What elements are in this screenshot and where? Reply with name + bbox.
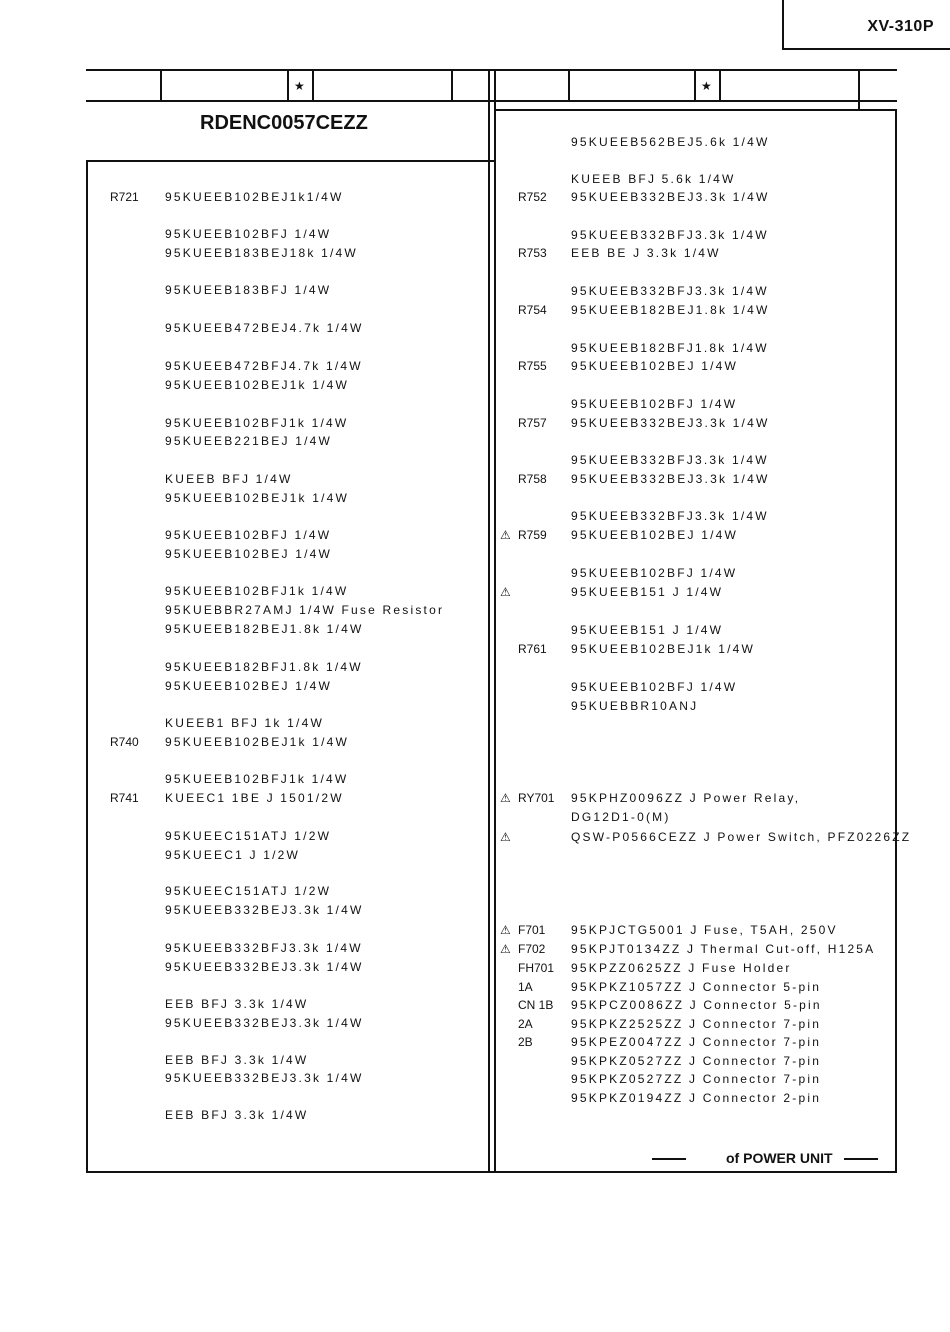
part-row: KUEEB BFJ 5.6k 1/4W: [571, 172, 736, 186]
warning-icon: ⚠: [500, 585, 511, 599]
part-row: 95KUEEB102BEJ1k1/4W: [165, 190, 344, 204]
part-ref: 2B: [518, 1035, 533, 1049]
table-header-line: [86, 100, 897, 102]
part-row: KUEEB BFJ 1/4W: [165, 472, 293, 486]
part-row: 95KPJT0134ZZ J Thermal Cut-off, H125A: [571, 942, 876, 956]
part-row: 95KUEBBR10ANJ: [571, 699, 699, 713]
part-ref: F701: [518, 923, 546, 937]
part-row: EEB BFJ 3.3k 1/4W: [165, 1108, 309, 1122]
part-row: 95KPHZ0096ZZ J Power Relay,: [571, 791, 801, 805]
part-row: 95KUEEB332BEJ3.3k 1/4W: [165, 1016, 364, 1030]
part-ref: R741: [110, 791, 139, 805]
footer-dash-right: [844, 1158, 878, 1160]
part-row: 95KUEEB562BEJ5.6k 1/4W: [571, 135, 770, 149]
warning-icon: ⚠: [500, 528, 511, 542]
part-row: 95KUEEB102BEJ 1/4W: [571, 359, 739, 373]
part-row: 95KUEEB151 J 1/4W: [571, 585, 724, 599]
part-row: 95KPKZ0527ZZ J Connector 7-pin: [571, 1072, 822, 1086]
part-row: 95KPKZ0527ZZ J Connector 7-pin: [571, 1054, 822, 1068]
part-row: 95KUEEB332BFJ3.3k 1/4W: [571, 284, 769, 298]
model-label: XV-310P: [867, 18, 934, 35]
part-row: 95KPKZ1057ZZ J Connector 5-pin: [571, 980, 822, 994]
col-divider: [160, 69, 162, 101]
part-row: 95KUEEB472BFJ4.7k 1/4W: [165, 359, 363, 373]
right-top-line: [496, 109, 897, 111]
col-divider: [568, 69, 570, 101]
warning-icon: ⚠: [500, 830, 511, 844]
part-row: 95KUEEB332BEJ3.3k 1/4W: [165, 960, 364, 974]
col-divider: [312, 69, 314, 101]
left-border: [86, 160, 88, 1172]
part-ref: R761: [518, 642, 547, 656]
part-row: 95KUEBBR27AMJ 1/4W Fuse Resistor: [165, 603, 445, 617]
part-row: 95KUEEB102BFJ1k 1/4W: [165, 584, 349, 598]
part-row: 95KUEEC151ATJ 1/2W: [165, 829, 332, 843]
part-row: 95KUEEB102BFJ 1/4W: [571, 566, 738, 580]
part-row: 95KUEEB102BEJ 1/4W: [165, 679, 333, 693]
part-row: 95KUEEB332BFJ3.3k 1/4W: [571, 228, 769, 242]
warning-icon: ⚠: [500, 791, 511, 805]
part-ref: CN 1B: [518, 998, 554, 1012]
part-row: 95KUEEB332BEJ3.3k 1/4W: [165, 1071, 364, 1085]
part-ref: R757: [518, 416, 547, 430]
warning-icon: ⚠: [500, 923, 511, 937]
part-row: 95KUEEB102BEJ 1/4W: [571, 528, 739, 542]
part-row: 95KUEEB102BEJ1k 1/4W: [165, 491, 350, 505]
part-row: 95KUEEB332BEJ3.3k 1/4W: [165, 903, 364, 917]
part-row: 95KPCZ0086ZZ J Connector 5-pin: [571, 998, 822, 1012]
part-ref: R758: [518, 472, 547, 486]
part-row: 95KUEEB332BFJ3.3k 1/4W: [571, 453, 769, 467]
part-row: KUEEC1 1BE J 1501/2W: [165, 791, 344, 805]
table-top-line: [86, 69, 897, 71]
unit-title: RDENC0057CEZZ: [200, 112, 368, 134]
col-divider: [694, 69, 696, 101]
part-row: KUEEB1 BFJ 1k 1/4W: [165, 716, 324, 730]
part-row: 95KUEEB102BEJ1k 1/4W: [165, 378, 350, 392]
table-bottom-line: [86, 1171, 897, 1173]
center-divider: [494, 69, 496, 1172]
part-row: 95KUEEB332BFJ3.3k 1/4W: [165, 941, 363, 955]
part-ref: R740: [110, 735, 139, 749]
part-row: 95KUEEB183BEJ18k 1/4W: [165, 246, 358, 260]
part-row: 95KUEEB182BEJ1.8k 1/4W: [571, 303, 770, 317]
part-row: 95KUEEB102BFJ 1/4W: [165, 528, 332, 542]
part-ref: R755: [518, 359, 547, 373]
part-row: 95KUEEB182BFJ1.8k 1/4W: [165, 660, 363, 674]
part-ref: RY701: [518, 791, 555, 805]
part-row: 95KUEEB332BEJ3.3k 1/4W: [571, 416, 770, 430]
part-row: EEB BFJ 3.3k 1/4W: [165, 997, 309, 1011]
part-row: 95KPZZ0625ZZ J Fuse Holder: [571, 961, 792, 975]
part-ref: 2A: [518, 1017, 533, 1031]
part-row: 95KUEEC151ATJ 1/2W: [165, 884, 332, 898]
part-row: 95KUEEB182BEJ1.8k 1/4W: [165, 622, 364, 636]
part-row: 95KPEZ0047ZZ J Connector 7-pin: [571, 1035, 822, 1049]
part-row: 95KUEEC1 J 1/2W: [165, 848, 301, 862]
part-row: 95KUEEB332BEJ3.3k 1/4W: [571, 190, 770, 204]
part-row: 95KUEEB182BFJ1.8k 1/4W: [571, 341, 769, 355]
part-ref: R721: [110, 190, 139, 204]
part-row: 95KUEEB332BFJ3.3k 1/4W: [571, 509, 769, 523]
model-header-box: [782, 0, 950, 50]
part-row: 95KUEEB221BEJ 1/4W: [165, 434, 333, 448]
part-ref: R753: [518, 246, 547, 260]
unit-box-line: [86, 160, 494, 162]
part-row: 95KUEEB102BFJ1k 1/4W: [165, 772, 349, 786]
part-row: 95KUEEB102BEJ1k 1/4W: [571, 642, 756, 656]
part-row: EEB BFJ 3.3k 1/4W: [165, 1053, 309, 1067]
warning-icon: ⚠: [500, 942, 511, 956]
part-row: QSW-P0566CEZZ J Power Switch, PFZ0226ZZ: [571, 830, 912, 844]
part-row: 95KUEEB102BFJ 1/4W: [571, 680, 738, 694]
part-row: 95KUEEB102BEJ 1/4W: [165, 547, 333, 561]
part-ref: FH701: [518, 961, 555, 975]
col-divider: [287, 69, 289, 101]
star-mark-left: ★: [294, 79, 305, 93]
part-row: 95KUEEB102BEJ1k 1/4W: [165, 735, 350, 749]
part-row: 95KUEEB332BEJ3.3k 1/4W: [571, 472, 770, 486]
part-ref: R752: [518, 190, 547, 204]
col-divider: [719, 69, 721, 101]
part-row: 95KPJCTG5001 J Fuse, T5AH, 250V: [571, 923, 838, 937]
col-divider: [858, 69, 860, 109]
part-ref: R754: [518, 303, 547, 317]
part-row: 95KUEEB102BFJ 1/4W: [165, 227, 332, 241]
center-divider: [488, 69, 490, 1172]
part-row: 95KUEEB183BFJ 1/4W: [165, 283, 332, 297]
col-divider: [451, 69, 453, 101]
part-ref: F702: [518, 942, 546, 956]
footer-label: of POWER UNIT: [726, 1150, 833, 1166]
part-row: 95KPKZ2525ZZ J Connector 7-pin: [571, 1017, 822, 1031]
part-ref: 1A: [518, 980, 533, 994]
part-row: EEB BE J 3.3k 1/4W: [571, 246, 721, 260]
part-row: 95KPKZ0194ZZ J Connector 2-pin: [571, 1091, 822, 1105]
star-mark-right: ★: [701, 79, 712, 93]
part-row: 95KUEEB472BEJ4.7k 1/4W: [165, 321, 364, 335]
right-border: [895, 109, 897, 1172]
part-row: DG12D1-0(M): [571, 810, 671, 824]
part-row: 95KUEEB151 J 1/4W: [571, 623, 724, 637]
footer-dash-left: [652, 1158, 686, 1160]
part-row: 95KUEEB102BFJ1k 1/4W: [165, 416, 349, 430]
part-row: 95KUEEB102BFJ 1/4W: [571, 397, 738, 411]
part-ref: R759: [518, 528, 547, 542]
